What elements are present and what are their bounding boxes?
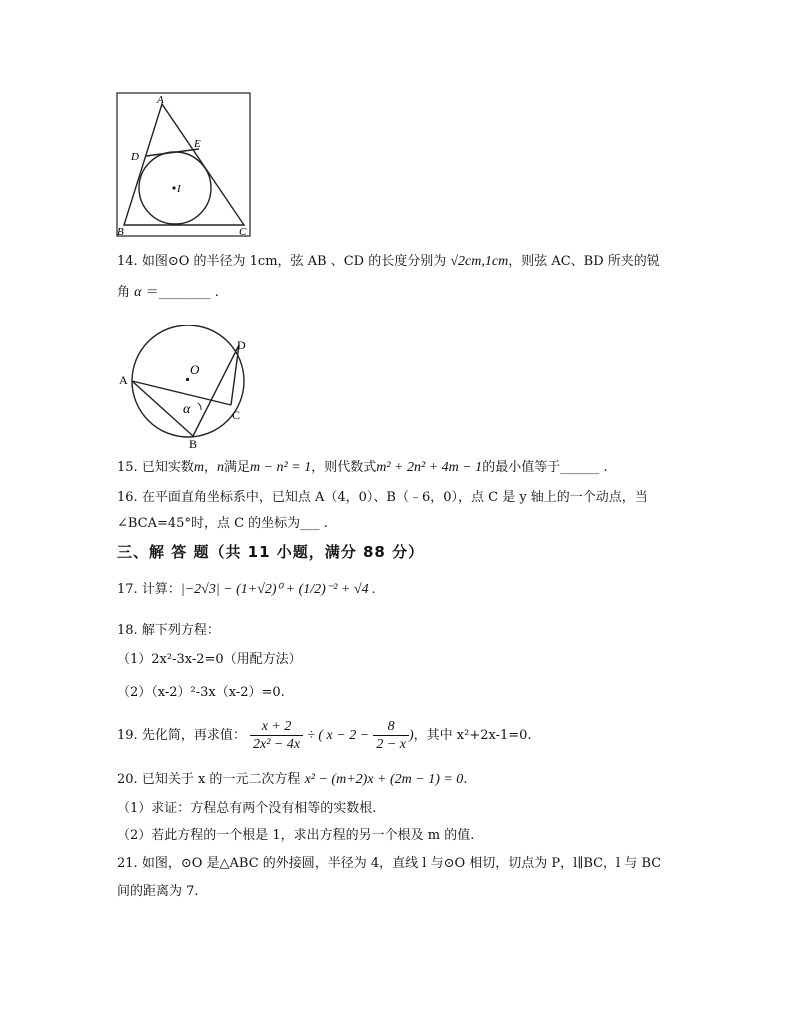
q15-sep: ， (203, 460, 217, 475)
q18-number: 18. (117, 623, 138, 638)
q19-text-a: 先化简，再求值： (141, 728, 246, 743)
question-17 (117, 579, 376, 601)
label-d: D (237, 338, 246, 352)
q19-frac1-num: x + 2 (250, 718, 303, 736)
q18-p2: （2）（x-2）²-3x（x-2）=0. (117, 685, 285, 700)
label-c: C (239, 226, 247, 238)
angle-arc (198, 403, 201, 410)
q19-mid: ÷ ( x − 2 − (307, 728, 370, 743)
chord-bd (193, 345, 239, 436)
q19-frac2-num: 8 (373, 718, 409, 736)
section-title: 三、解 答 题（共 11 小题，满分 88 分） (117, 543, 425, 561)
q20-number: 20. (117, 772, 138, 787)
question-16-line2 (117, 515, 328, 533)
q15-expression: m² + 2n² + 4m − 1 (376, 460, 483, 475)
label-d: D (131, 151, 139, 163)
q17-text: 计算： (141, 582, 181, 597)
question-20 (117, 771, 467, 789)
q20-equation: x² − (m+2)x + (2m − 1) = 0 (304, 772, 464, 787)
tangent-de (146, 149, 199, 156)
question-14-line2 (117, 284, 219, 302)
q21-number: 21. (117, 856, 138, 871)
q15-var-n: n (216, 460, 224, 475)
q17-expression: |−2√3| − (1+√2)⁰ + (1/2)⁻² + √4 . (180, 582, 376, 597)
q17-number: 17. (117, 582, 138, 597)
q15-text-d: 的最小值等于______ . (482, 460, 608, 475)
q15-text-b: 满足 (223, 460, 250, 475)
triangle-abc (124, 104, 244, 225)
figure-circle-chords (116, 325, 256, 450)
q19-text-b: ，其中 x²+2x-1=0. (413, 728, 532, 743)
q19-close: ) (408, 728, 414, 743)
q14-text-b: ，则弦 AC、BD 所夹的锐 (508, 254, 660, 269)
q14-math-a: √2cm,1cm (450, 254, 509, 269)
q16-line1: 在平面直角坐标系中，已知点 A（4，0）、B（﹣6，0），点 C 是 y 轴上的一个动点，当 (141, 490, 648, 505)
question-15 (117, 459, 607, 477)
q14-text-a: 如图⊙O 的半径为 1cm，弦 AB 、CD 的长度分别为 (141, 254, 447, 269)
question-14-line1 (117, 253, 660, 271)
label-c: C (232, 408, 241, 422)
label-b: B (117, 226, 124, 238)
q20-p2: （2）若此方程的一个根是 1，求出方程的另一个根及 m 的值. (117, 828, 475, 843)
question-18-part2 (117, 684, 285, 702)
q15-text-c: ，则代数式 (311, 460, 377, 475)
q19-frac1-den: 2x² − 4x (252, 737, 301, 752)
figure-frame (117, 93, 250, 236)
q15-text-a: 已知实数 (141, 460, 194, 475)
center-dot (186, 378, 189, 381)
q20-p1: （1）求证：方程总有两个没有相等的实数根. (117, 801, 377, 816)
q19-fraction-1 (250, 718, 303, 753)
q14-math-b: α (134, 285, 142, 300)
figure-triangle-incircle (116, 92, 252, 238)
q18-p1: （1）2x²-3x-2=0（用配方法） (117, 652, 302, 667)
question-20-part1 (117, 800, 376, 818)
label-a: A (119, 373, 128, 387)
q15-number: 15. (117, 460, 138, 475)
q19-frac2-den: 2 − x (376, 737, 406, 752)
question-21-line2 (117, 883, 199, 901)
q16-line2: ∠BCA=45°时，点 C 的坐标为___ . (117, 516, 328, 531)
label-a: A (157, 94, 164, 106)
q21-line1: 如图，⊙O 是△ABC 的外接圆，半径为 4，直线 l 与⊙O 相切，切点为 P，l∥BC，l 与 BC (141, 856, 662, 871)
q18-text: 解下列方程： (141, 623, 220, 638)
q19-number: 19. (117, 728, 138, 743)
label-i: I (177, 183, 181, 195)
label-o: O (190, 362, 200, 377)
q15-condition: m − n² = 1 (250, 460, 312, 475)
question-18 (117, 622, 220, 640)
q16-number: 16. (117, 490, 138, 505)
label-alpha: α (183, 402, 191, 417)
q20-text-b: . (463, 772, 468, 787)
q15-var-m: m (193, 460, 204, 475)
question-16-line1 (117, 489, 648, 507)
label-b: B (189, 437, 198, 450)
label-e: E (194, 138, 201, 150)
q19-fraction-2 (373, 718, 409, 753)
question-19 (117, 716, 532, 756)
q21-line2: 间的距离为 7. (117, 884, 199, 899)
q14-number: 14. (117, 254, 138, 269)
question-18-part1 (117, 651, 302, 669)
q14-line2-a: 角 (117, 285, 131, 300)
center-dot (172, 186, 175, 189)
q14-line2-b: ＝________ . (145, 285, 219, 300)
question-20-part2 (117, 827, 474, 845)
chord-ac (132, 381, 231, 405)
q20-text-a: 已知关于 x 的一元二次方程 (141, 772, 301, 787)
question-21-line1 (117, 855, 661, 873)
